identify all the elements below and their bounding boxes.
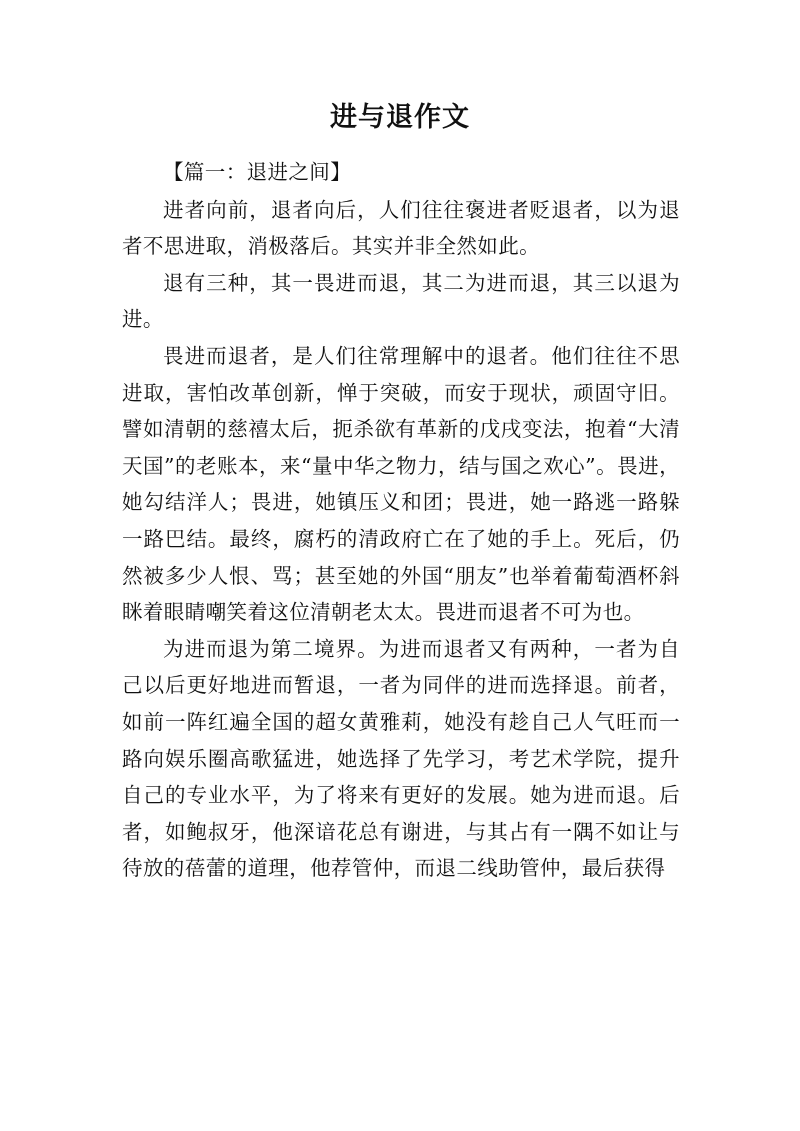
section-heading: 【篇一：退进之间】 [163,160,352,184]
document-body [122,154,680,887]
paragraph-3: 畏进而退者，是人们往常理解中的退者。他们往往不思进取，害怕改革创新，惮于突破，而安于现状，顽固守旧。譬如清朝的慈禧太后，扼杀欲有革新的戊戌变法，抱着“大清天国”的老账本，来“量中华之物力，结与国之欢心”。畏进，她勾结洋人；畏进，她镇压义和团；畏进，她一路逃一路躲一路巴结。最终，腐朽的清政府亡在了她的手上。死后，仍然被多少人恨、骂；甚至她的外国“朋友”也举着葡萄酒杯斜眯着眼睛嘲笑着这位清朝老太太。畏进而退者不可为也。 [122,343,680,625]
document-title: 进与退作文 [330,102,470,133]
paragraph-1: 进者向前，退者向后，人们往往褒进者贬退者，以为退者不思进取，消极落后。其实并非全然如此。 [122,197,680,259]
paragraph-2: 退有三种，其一畏进而退，其二为进而退，其三以退为进。 [122,270,680,332]
paragraph-4: 为进而退为第二境界。为进而退者又有两种，一者为自己以后更好地进而暂退，一者为同伴的进而选择退。前者，如前一阵红遍全国的超女黄雅莉，她没有趁自己人气旺而一路向娱乐圈高歌猛进，她选择了先学习，考艺术学院，提升自己的专业水平，为了将来有更好的发展。她为进而退。后者，如鲍叔牙，他深谙花总有谢进，与其占有一隅不如让与待放的蓓蕾的道理，他荐管仲，而退二线助管仲，最后获得 [122,636,680,881]
